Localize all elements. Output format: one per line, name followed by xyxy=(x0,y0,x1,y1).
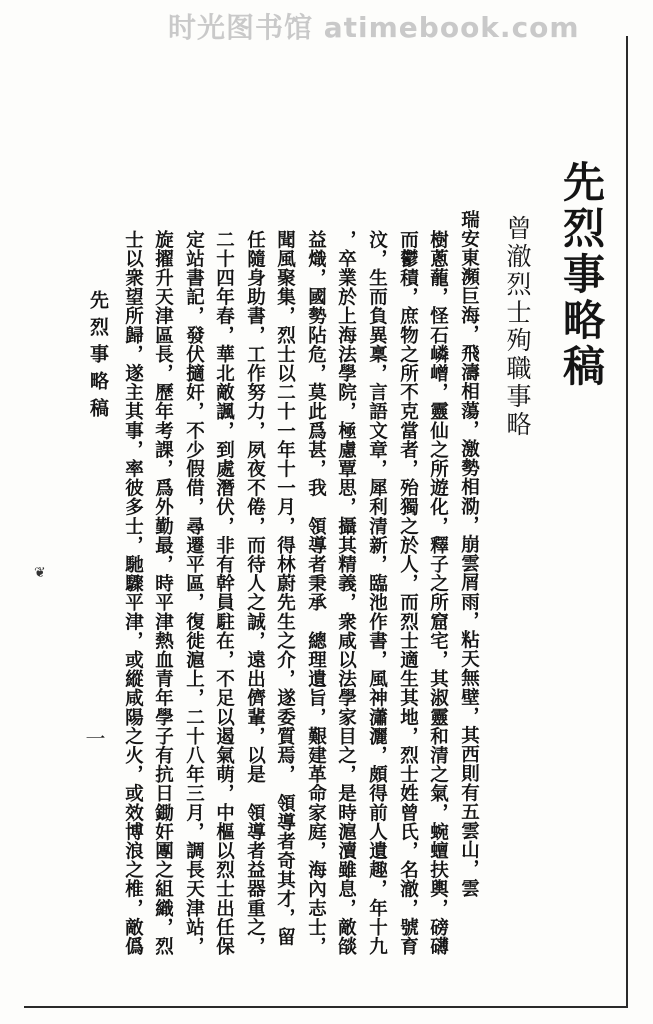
page-title: 先烈事略稿 xyxy=(557,160,606,390)
margin-book-title: 先烈事略稿 xyxy=(87,290,109,425)
article-subtitle: 曾澈烈士殉職事略 xyxy=(503,215,532,439)
body-column: 樹蔥蘢，怪石嶙嶒，靈仙之所遊化，釋子之所窟宅，其淑靈和清之氣，蜿蟺扶輿，磅礴 xyxy=(427,230,449,956)
body-column: 汶，生而負異稟，言語文章，犀利清新，臨池作書，風神瀟灑，頗得前人遺趣，年十九 xyxy=(366,230,388,956)
body-column: 二十四年春，華北敵諷，到處潛伏，非有幹員駐在，不足以遏氣萌，中樞以烈士出任保 xyxy=(213,230,235,956)
body-column: 旋擢升天津區長，歷年考課，爲外勤最，時平津熱血青年學子有抗日鋤奸團之組織，烈 xyxy=(152,230,174,956)
body-column: 任隨身助書，工作努力，夙夜不倦，而待人之誠，遠出儕輩，以是 領導者益器重之， xyxy=(244,230,266,956)
body-column: ，卒業於上海法學院，極慮覃思，攝其精義，衆咸以法學家目之，是時滬瀆雖息，敵燄 xyxy=(335,230,357,956)
body-column: 定站書記，發伏擿奸，不少假借，尋遷平區，復徙滬上，二十八年三月，調長天津站， xyxy=(183,230,205,956)
body-column: 而鬱積，庶物之所不克當者，殆獨之於人，而烈士適生其地，烈士姓曾氏，名澈，號育 xyxy=(397,230,419,956)
ink-smudge-icon: ❦ xyxy=(34,565,46,581)
page-number: 一 xyxy=(82,728,106,748)
body-column: 士以衆望所歸，遂主其事，率彼多士，馳驟平津，或縱咸陽之火，或效博浪之椎，敵僞 xyxy=(122,230,144,956)
body-column: 益熾，國勢阽危，莫此爲甚，我 領導者秉承 總理遺旨，艱建革命家庭，海內志士， xyxy=(305,230,327,956)
watermark: 时光图书馆 atimebook.com xyxy=(168,11,580,44)
body-column: 瑞安東瀕巨海，飛濤相蕩，激勢相泐，崩雲屑雨，粘天無壁，其西則有五雲山，雲 xyxy=(458,210,480,898)
body-column: 聞風聚集，烈士以二十一年十一月，得林蔚先生之介，遂委質焉， 領導者奇其才，留 xyxy=(274,230,296,947)
